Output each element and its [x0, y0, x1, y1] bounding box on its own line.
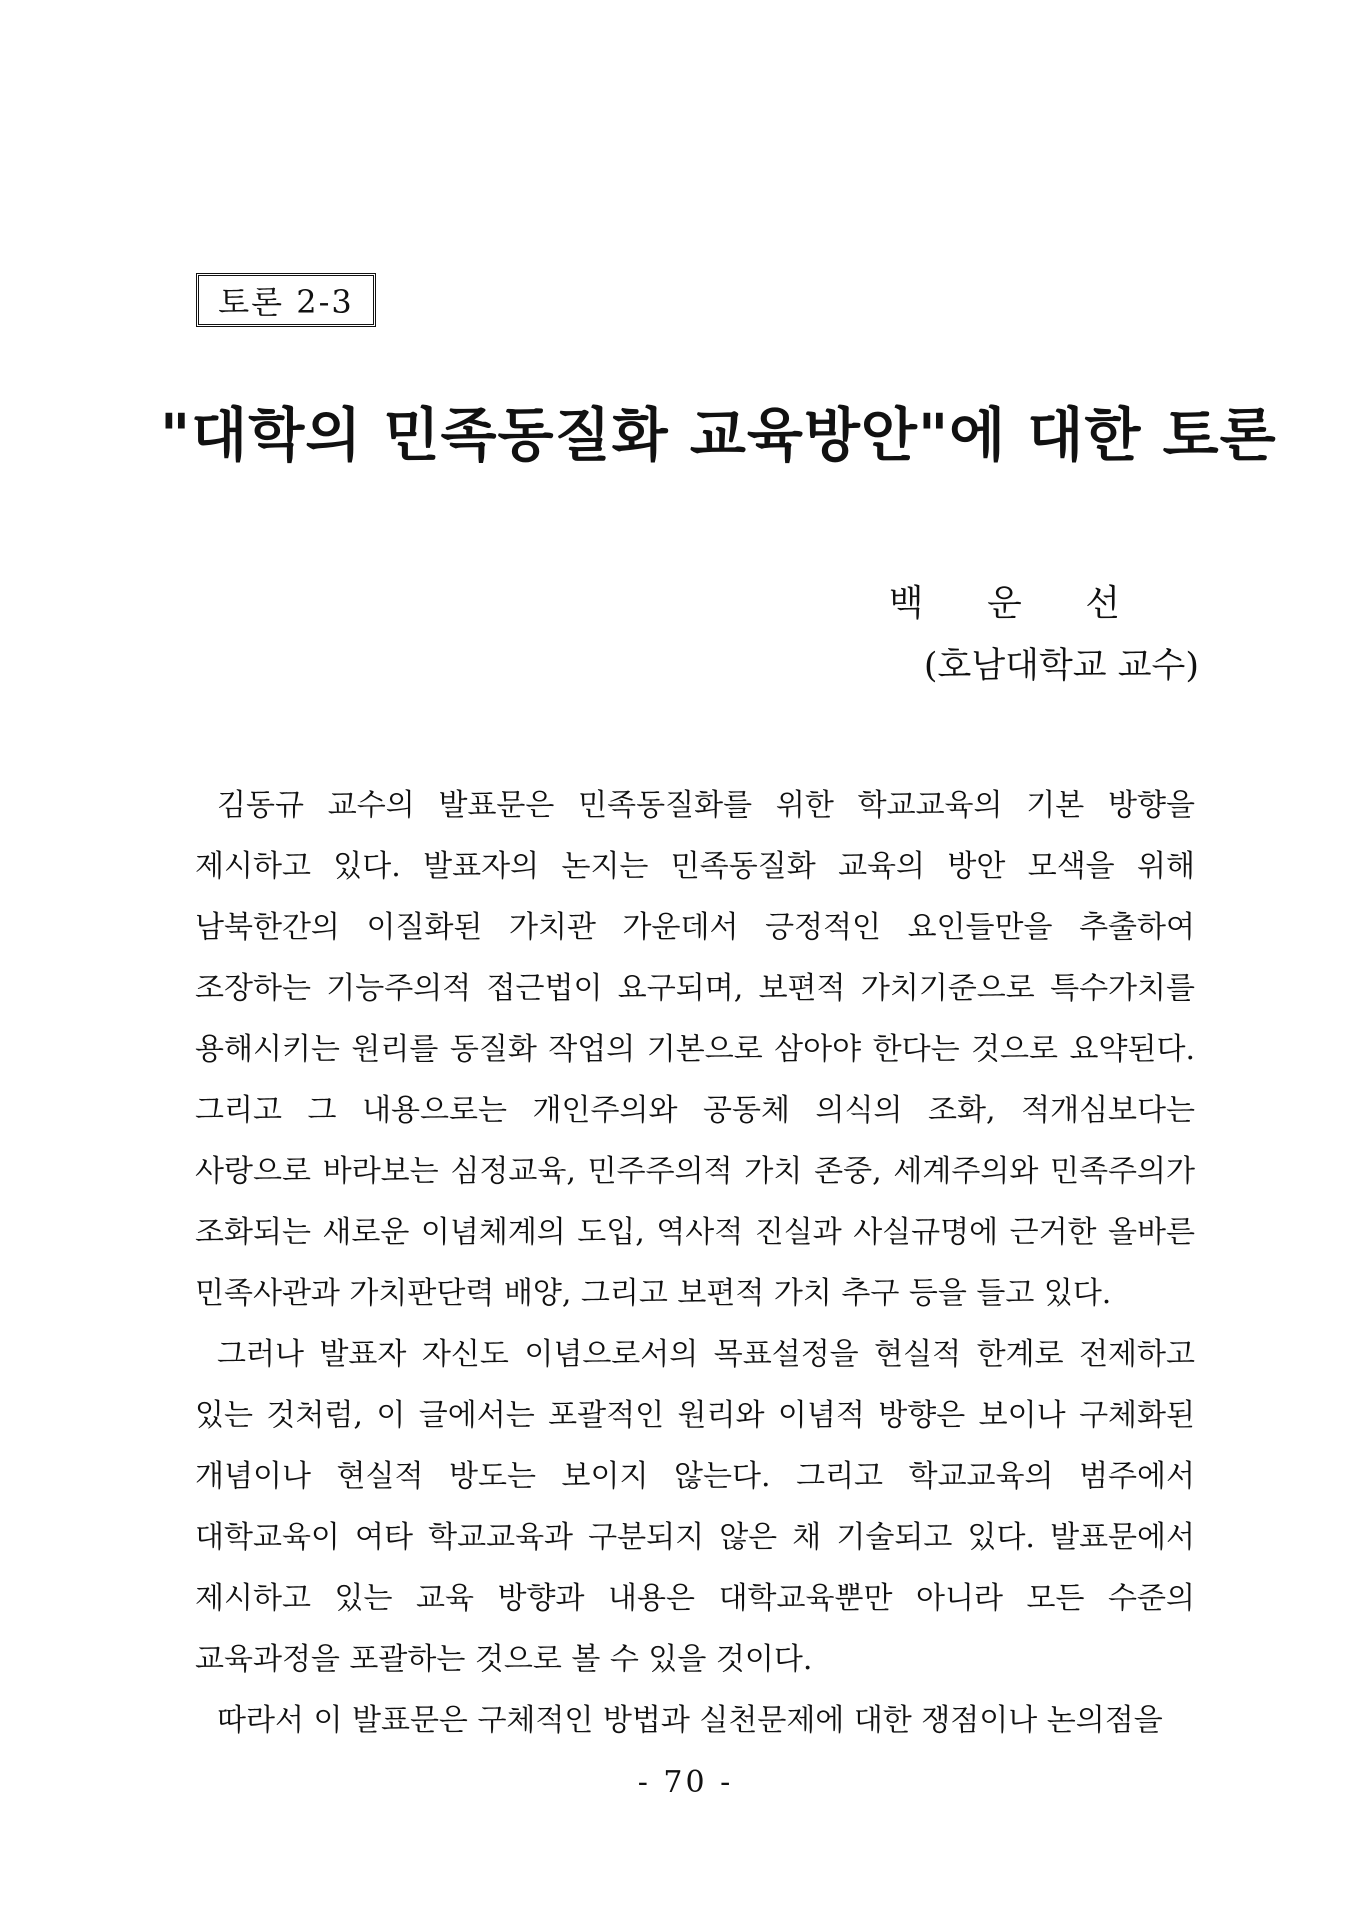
paragraph-2: 그러나 발표자 자신도 이념으로서의 목표설정을 현실적 한계로 전제하고 있는 것처럼, 이 글에서는 포괄적인 원리와 이념적 방향은 보이나 구체화된 개념이나 현실적 방도는 보이지 않는다. 그리고 학교교육의 범주에서 대학교육이 여타 학교교육과 구분되지 않은 채 기술되고 있다. 발표문에서 제시하고 있는 교육 방향과 내용은 대학교육뿐만 아니라 모든 수준의 교육과정을 포괄하는 것으로 볼 수 있을 것이다.: [195, 1337, 1195, 1677]
body-text: [195, 775, 1195, 1751]
section-label-box: 토론 2-3: [196, 273, 376, 327]
page-number: - 70 -: [637, 1765, 734, 1800]
author-name: 백 운 선: [888, 583, 1146, 624]
paragraph-3: 따라서 이 발표문은 구체적인 방법과 실천문제에 대한 쟁점이나 논의점을: [217, 1703, 1163, 1738]
document-title: "대학의 민족동질화 교육방안"에 대한 토론: [160, 401, 1277, 469]
paragraph-1: 김동규 교수의 발표문은 민족동질화를 위한 학교교육의 기본 방향을 제시하고 있다. 발표자의 논지는 민족동질화 교육의 방안 모색을 위해 남북한간의 이질화된 가치관 가운데서 긍정적인 요인들만을 추출하여 조장하는 기능주의적 접근법이 요구되며, 보편적 가치기준으로 특수가치를 용해시키는 원리를 동질화 작업의 기본으로 삼아야 한다는 것으로 요약된다. 그리고 그 내용으로는 개인주의와 공동체 의식의 조화, 적개심보다는 사랑으로 바라보는 심정교육, 민주주의적 가치 존중, 세계주의와 민족주의가 조화되는 새로운 이념체계의 도입, 역사적 진실과 사실규명에 근거한 올바른 민족사관과 가치판단력 배양, 그리고 보편적 가치 추구 등을 들고 있다.: [195, 788, 1195, 1311]
author-affiliation: (호남대학교 교수): [923, 646, 1199, 686]
